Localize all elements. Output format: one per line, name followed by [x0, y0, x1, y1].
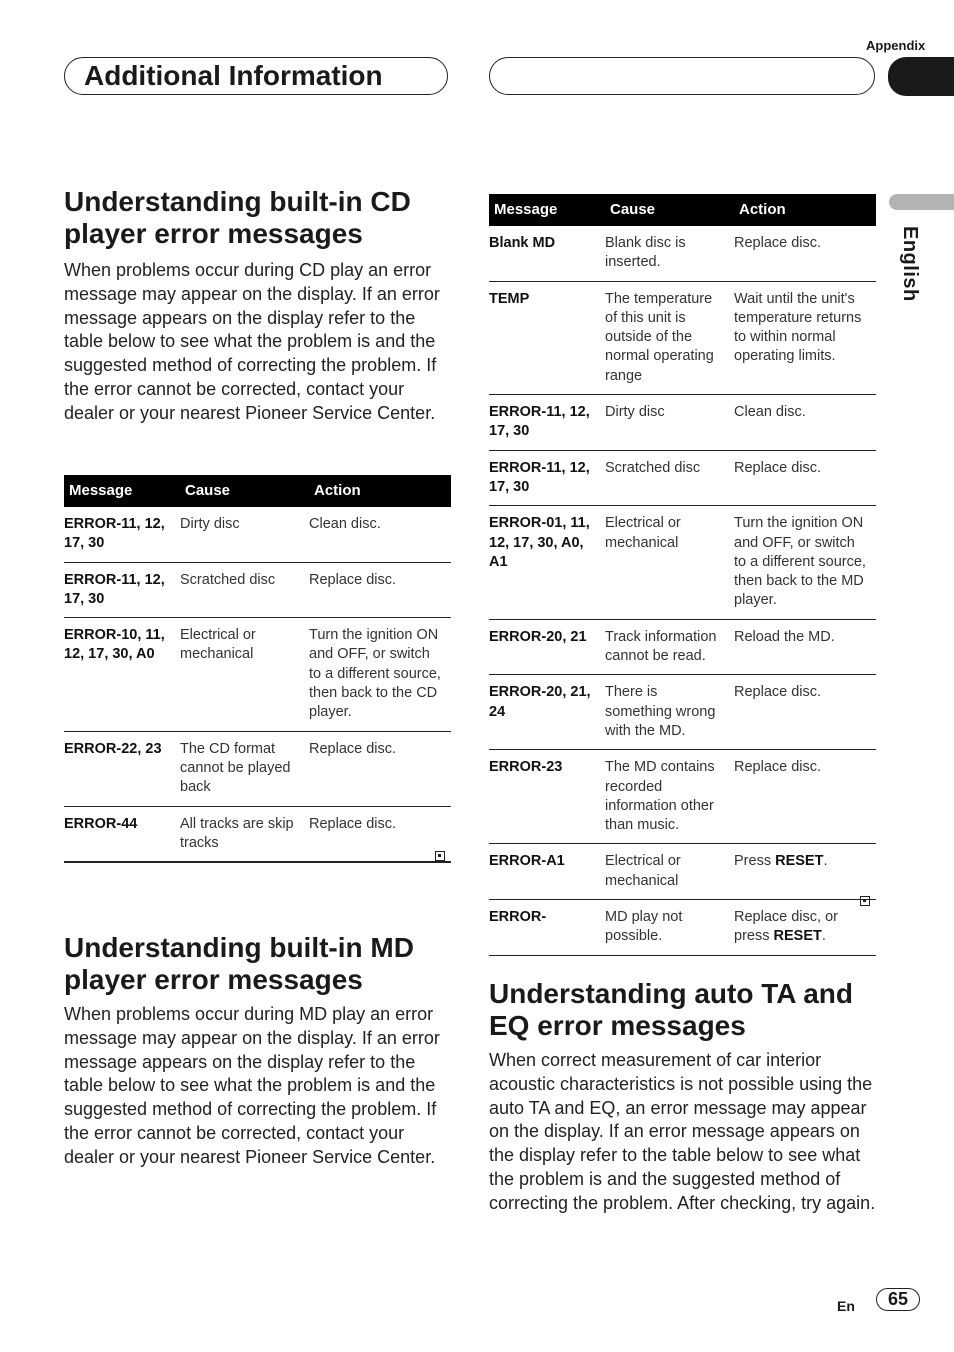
cause-cell: Electrical or mechanical	[605, 506, 734, 619]
column-header-message: Message	[64, 475, 180, 507]
cause-cell: The CD format cannot be played back	[180, 731, 309, 806]
action-cell	[734, 900, 876, 956]
table-row	[489, 750, 876, 844]
section-title: Additional Information	[84, 60, 383, 91]
action-cell: Replace disc.	[734, 675, 876, 750]
message-cell: ERROR-A1	[489, 844, 605, 900]
table-header-row	[64, 475, 451, 507]
page-number: 65	[876, 1288, 920, 1311]
action-text: Press	[734, 853, 776, 870]
header-empty-frame	[489, 57, 875, 95]
table-row	[489, 450, 876, 506]
cd-section-heading	[64, 186, 411, 250]
reset-keyword: RESET	[773, 928, 822, 945]
cause-cell: The MD contains recorded information other than music.	[605, 750, 734, 844]
action-cell: Clean disc.	[309, 507, 451, 562]
action-cell: Replace disc.	[734, 226, 876, 281]
appendix-label: Appendix	[866, 38, 926, 53]
table-row	[64, 806, 451, 862]
action-cell: Turn the ignition ON and OFF, or switch to a different source, then back to the CD player.	[309, 618, 451, 731]
cause-cell: Electrical or mechanical	[605, 844, 734, 900]
action-cell: Replace disc.	[734, 450, 876, 506]
table-row	[489, 619, 876, 675]
message-cell: ERROR-11, 12, 17, 30	[489, 395, 605, 451]
md-heading-line-2: player error messages	[64, 964, 363, 995]
cause-cell: MD play not possible.	[605, 900, 734, 956]
message-cell: ERROR-10, 11, 12, 17, 30, A0	[64, 618, 180, 731]
header-tab	[888, 57, 954, 96]
cause-cell: Electrical or mechanical	[180, 618, 309, 731]
md-section-body: When problems occur during MD play an error message may appear on the display. If an error message appears on the display refer to the table below to see what the problem is and the suggested method of correcting the problem. If the error cannot be corrected, contact your dealer or your nearest Pioneer Service Center.	[64, 1004, 440, 1167]
column-header-action: Action	[734, 194, 876, 226]
cd-section-body: When problems occur during CD play an error message may appear on the display. If an error message appears on the display refer to the table below to see what the problem is and the suggested method of correcting the problem. If the error cannot be corrected, contact your dealer or your nearest Pioneer Service Center.	[64, 260, 440, 423]
cause-cell: Dirty disc	[605, 395, 734, 451]
message-cell: ERROR-11, 12, 17, 30	[64, 507, 180, 562]
md-heading-line-1: Understanding built-in MD	[64, 932, 414, 963]
message-cell: ERROR-44	[64, 806, 180, 862]
table-row	[489, 675, 876, 750]
table-row	[64, 731, 451, 806]
action-cell: Replace disc.	[309, 562, 451, 618]
table-header-row	[489, 194, 876, 226]
table-row	[64, 562, 451, 618]
cd-heading-line-1: Understanding built-in CD	[64, 186, 411, 217]
action-cell: Clean disc.	[734, 395, 876, 451]
action-cell	[734, 844, 876, 900]
table-row	[489, 226, 876, 281]
column-header-cause: Cause	[605, 194, 734, 226]
message-cell: ERROR-	[489, 900, 605, 956]
action-cell: Wait until the unit's temperature returns to within normal operating limits.	[734, 281, 876, 394]
action-cell: Replace disc.	[309, 806, 451, 862]
action-text-end: .	[823, 853, 828, 870]
cause-cell: There is something wrong with the MD.	[605, 675, 734, 750]
action-cell: Reload the MD.	[734, 619, 876, 675]
message-cell: ERROR-11, 12, 17, 30	[64, 562, 180, 618]
column-header-cause: Cause	[180, 475, 309, 507]
language-tab-marker	[889, 194, 954, 210]
message-cell: ERROR-23	[489, 750, 605, 844]
md-section-heading	[64, 932, 414, 996]
ta-section-body: When correct measurement of car interior acoustic characteristics is not possible using the auto TA and EQ, an error message may appear on the display. If an error message appears on the display refer to the table below to see what the problem is and the suggested method of correcting the problem. After checking, try again.	[489, 1050, 876, 1213]
table-row	[64, 618, 451, 731]
cause-cell: Track information cannot be read.	[605, 619, 734, 675]
cause-cell: The temperature of this unit is outside of the normal operating range	[605, 281, 734, 394]
action-cell: Replace disc.	[734, 750, 876, 844]
table-row	[489, 395, 876, 451]
action-text: Replace disc, or press	[734, 909, 838, 945]
column-header-action: Action	[309, 475, 451, 507]
cause-cell: All tracks are skip tracks	[180, 806, 309, 862]
cause-cell: Scratched disc	[605, 450, 734, 506]
table-row	[489, 900, 876, 956]
column-header-message: Message	[489, 194, 605, 226]
message-cell: ERROR-22, 23	[64, 731, 180, 806]
message-cell: Blank MD	[489, 226, 605, 281]
reset-keyword: RESET	[775, 853, 824, 870]
table-row	[64, 507, 451, 562]
message-cell: ERROR-01, 11, 12, 17, 30, A0, A1	[489, 506, 605, 619]
end-of-section-icon	[435, 851, 445, 861]
ta-heading-line-2: EQ error messages	[489, 1010, 746, 1041]
table-row	[489, 281, 876, 394]
message-cell: TEMP	[489, 281, 605, 394]
action-cell: Replace disc.	[309, 731, 451, 806]
cd-error-table	[64, 475, 451, 863]
end-of-section-icon	[860, 896, 870, 906]
message-cell: ERROR-11, 12, 17, 30	[489, 450, 605, 506]
cause-cell: Scratched disc	[180, 562, 309, 618]
footer-language-code: En	[837, 1298, 855, 1314]
cause-cell: Dirty disc	[180, 507, 309, 562]
action-cell: Turn the ignition ON and OFF, or switch to a different source, then back to the MD player.	[734, 506, 876, 619]
message-cell: ERROR-20, 21	[489, 619, 605, 675]
ta-section-heading	[489, 978, 853, 1042]
message-cell: ERROR-20, 21, 24	[489, 675, 605, 750]
table-row	[489, 506, 876, 619]
ta-heading-line-1: Understanding auto TA and	[489, 978, 853, 1009]
action-text-end: .	[821, 928, 826, 945]
md-error-table	[489, 194, 876, 956]
table-row	[489, 844, 876, 900]
language-tab-label: English	[899, 226, 921, 302]
cd-heading-line-2: player error messages	[64, 218, 363, 249]
cause-cell: Blank disc is inserted.	[605, 226, 734, 281]
